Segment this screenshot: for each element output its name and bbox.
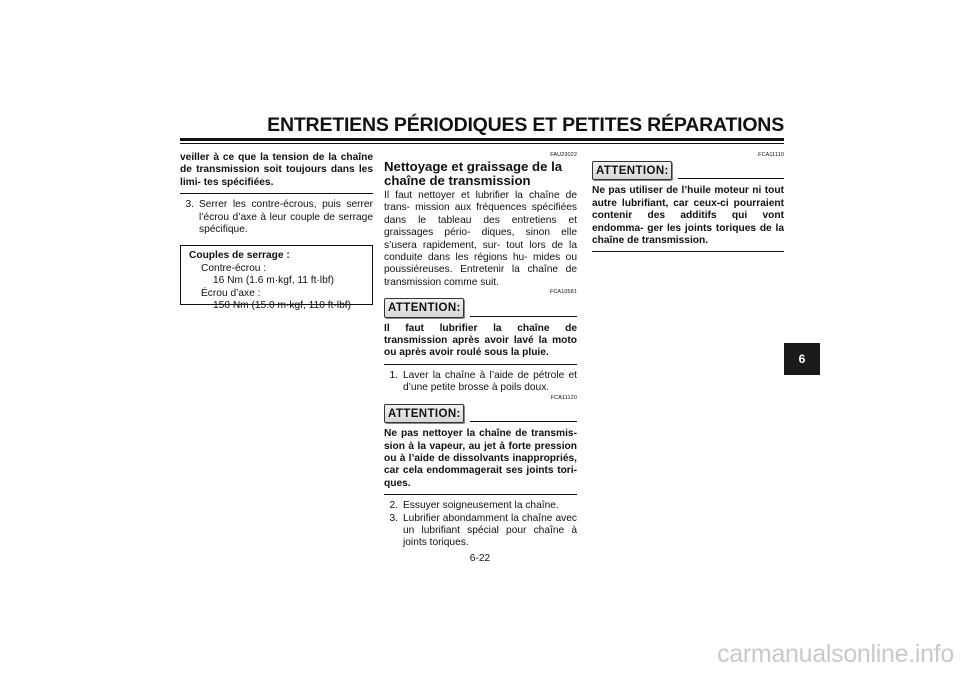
attention-end-rule — [592, 251, 784, 252]
attention-heading — [384, 298, 577, 317]
spec-value: 16 Nm (1.6 m·kgf, 11 ft·lbf) — [213, 275, 334, 287]
column-right — [592, 152, 784, 257]
attention-rule — [678, 178, 784, 179]
warning-continuation: veiller à ce que la tension de la chaîne de transmission soit toujours dans les limi- tes spécifiées. — [180, 152, 373, 188]
step-item — [180, 199, 373, 236]
warning-end-rule — [180, 193, 373, 194]
step-text: Essuyer soigneusement la chaîne. — [403, 500, 559, 512]
reference-code: FCA10581 — [549, 289, 577, 296]
step-item — [384, 500, 577, 512]
spec-title: Couples de serrage : — [189, 250, 290, 262]
step-text: Lubrifier abondamment la chaîne avec un lubrifiant spécial pour chaîne à joints toriques. — [403, 512, 577, 549]
step-number: 3. — [185, 199, 194, 211]
attention-rule — [470, 316, 577, 317]
watermark: carmanualsonline.info — [717, 640, 954, 668]
attention-text: Ne pas nettoyer la chaîne de transmis- sion à la vapeur, au jet à forte pression ou à l’aide de dissolvants inappropriés, car cela endommagerait ses joints tori- ques. — [384, 428, 577, 489]
attention-text: Ne pas utiliser de l’huile moteur ni tout autre lubrifiant, car ceux-ci pourraient contenir des additifs qui vont endomma- ger les joints toriques de la chaîne de transmission. — [592, 185, 784, 247]
header-rule-thick — [180, 138, 784, 141]
attention-end-rule — [384, 494, 577, 495]
page-number: 6-22 — [469, 553, 491, 564]
attention-end-rule — [384, 364, 577, 365]
step-number: 3. — [389, 512, 398, 524]
column-left — [180, 152, 373, 312]
step-number: 2. — [389, 500, 398, 512]
attention-badge: ATTENTION: — [592, 161, 672, 180]
spec-label: Écrou d’axe : — [201, 287, 261, 299]
attention-text: Il faut lubrifier la chaîne de transmission après avoir lavé la moto ou après avoir roulé sous la pluie. — [384, 322, 577, 359]
attention-heading — [384, 404, 577, 423]
reference-code: FCA11120 — [550, 394, 577, 401]
intro-paragraph: Il faut nettoyer et lubrifier la chaîne de trans- mission aux fréquences spécifiées dans le tableau des entretiens et graissages pério- diques, sinon elle s’usera rapidement, sur- tout lors de la conduite dans les régions hu- mides ou poussiéreuses. Entretenir la chaîne de transmission comme suit. — [384, 190, 577, 288]
page-header: ENTRETIENS PÉRIODIQUES ET PETITES RÉPARATIONS — [267, 114, 784, 136]
attention-heading — [592, 161, 784, 180]
spec-label: Contre-écrou : — [201, 262, 267, 274]
section-title: Nettoyage et graissage de la chaîne de transmission — [384, 159, 563, 188]
chapter-tab: 6 — [784, 343, 820, 375]
step-number: 1. — [389, 369, 398, 381]
step-item — [384, 513, 577, 550]
attention-rule — [470, 421, 577, 422]
attention-badge: ATTENTION: — [384, 404, 464, 423]
column-middle — [384, 152, 577, 550]
spec-value: 150 Nm (15.0 m·kgf, 110 ft·lbf) — [213, 300, 351, 312]
torque-spec-box — [180, 245, 373, 312]
step-text: Serrer les contre-écrous, puis serrer l’écrou d’axe à leur couple de serrage spécifique. — [199, 199, 373, 236]
attention-badge: ATTENTION: — [384, 298, 464, 317]
reference-code: FCA11110 — [758, 152, 784, 158]
step-item — [384, 370, 577, 395]
header-rule-thin — [180, 143, 784, 144]
reference-code: FAU23022 — [550, 152, 577, 158]
step-text: Laver la chaîne à l’aide de pétrole et d’une petite brosse à poils doux. — [403, 369, 577, 394]
